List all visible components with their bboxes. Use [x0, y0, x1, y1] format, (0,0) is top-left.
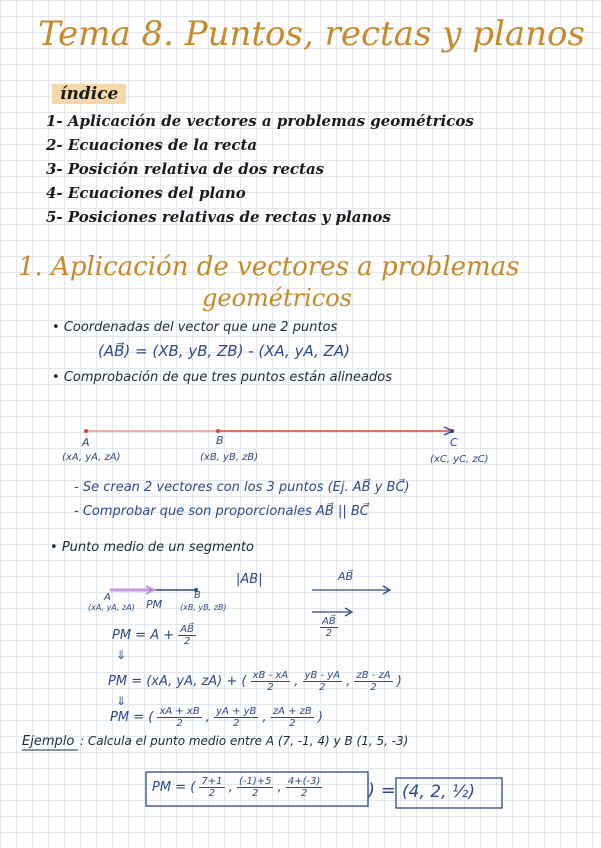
bullet-midpoint: • Punto medio de un segmento: [50, 540, 254, 555]
pm-eq1: PM = A + $\frac{AB⃗}{2}$: [112, 624, 194, 647]
point-a-label: A: [82, 436, 90, 449]
mid-b-coords: (xB, yB, zB): [180, 603, 227, 612]
half-vector-label: $\frac{AB⃗}{2}$: [322, 616, 336, 639]
index-item-5: 5- Posiciones relativas de rectas y planos: [46, 208, 391, 226]
abs-ab-label: |AB|: [236, 572, 263, 587]
dash-check-proportional: - Comprobar que son proporcionales AB⃗ || BC⃗: [74, 504, 369, 519]
pm-eq2: PM = (xA, yA, zA) + ( $\frac{xB - xA}{2}$ , $\frac{yB - yA}{2}$ , $\frac{zB - zA}{2}$ ): [108, 670, 402, 693]
point-b-coords: (xB, yB, zB): [200, 452, 259, 463]
pm-eq3: PM = ( $\frac{xA + xB}{2}$ , $\frac{yA + yB}{2}$ , $\frac{zA + zB}{2}$ ): [110, 706, 323, 729]
formula-vector-ab: (AB⃗) = (XB, yB, ZB) - (XA, yA, ZA): [98, 342, 350, 360]
result-equals: ) =: [368, 780, 396, 801]
arrow-2: ⇓: [116, 694, 127, 708]
point-b-dot: [216, 429, 220, 433]
index-label: índice: [52, 84, 126, 104]
example-label: Ejemplo: [22, 734, 75, 749]
mid-a-label: A: [104, 592, 111, 603]
bullet-coordinates: • Coordenadas del vector que une 2 puntos: [52, 320, 338, 335]
section1-heading-line2: geométricos: [202, 284, 352, 312]
index-item-3: 3- Posición relativa de dos rectas: [46, 160, 325, 178]
result-formula: PM = ( $\frac{7+1}{2}$ , $\frac{(-1)+5}{2}$ , $\frac{4+(-3)}{2}$: [152, 776, 321, 799]
result-answer: (4, 2, ½): [402, 782, 475, 802]
point-c-coords: (xC, yC, zC): [430, 454, 489, 465]
dash-create-vectors: - Se crean 2 vectores con los 3 puntos (Ej. AB⃗ y BC⃗): [74, 480, 410, 495]
index-item-4: 4- Ecuaciones del plano: [46, 184, 246, 202]
point-a-dot: [84, 429, 88, 433]
index-item-1: 1- Aplicación de vectores a problemas geométricos: [46, 112, 474, 130]
mid-pm-label: PM: [146, 598, 163, 611]
arrow-1: ⇓: [116, 648, 127, 662]
point-a-coords: (xA, yA, zA): [62, 452, 121, 463]
point-b-label: B: [216, 434, 224, 447]
point-c-dot: [450, 429, 454, 433]
point-c-label: C: [450, 436, 458, 449]
page-title: Tema 8. Puntos, rectas y planos: [38, 14, 585, 54]
bullet-alignment: • Comprobación de que tres puntos están alineados: [52, 370, 392, 385]
mid-a-coords: (xA, yA, zA): [88, 603, 135, 612]
example-text: : Calcula el punto medio entre A (7, -1, 4) y B (1, 5, -3): [80, 734, 409, 748]
mid-b-label: B: [194, 590, 201, 601]
vec-ab-label: AB⃗: [338, 570, 354, 583]
section1-heading: 1. Aplicación de vectores a problemas: [18, 252, 520, 282]
index-item-2: 2- Ecuaciones de la recta: [46, 136, 258, 154]
